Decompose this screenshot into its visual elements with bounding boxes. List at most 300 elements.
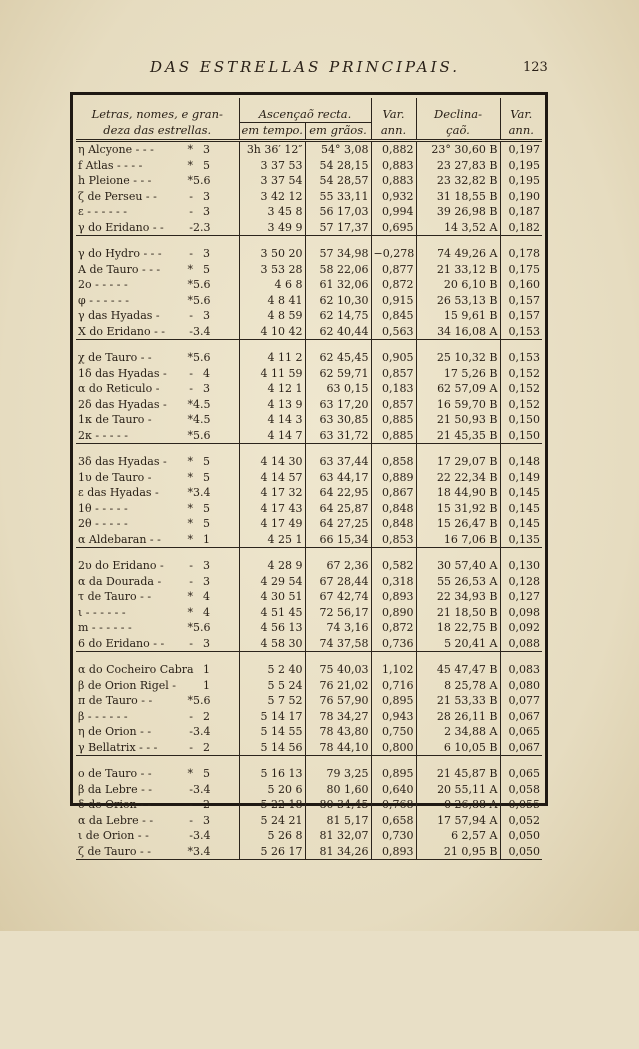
- gap-cell: [500, 756, 542, 767]
- group-gap: [76, 548, 542, 559]
- star-row: [76, 813, 542, 829]
- star-name-cell: [76, 308, 239, 324]
- star-name-cell: [76, 220, 239, 236]
- star-mark: *: [187, 767, 193, 780]
- star-magnitude: 3: [203, 247, 210, 260]
- star-name: ζ de Tauro - -: [78, 844, 151, 858]
- gap-cell: [76, 756, 239, 767]
- declination-variation: 0,088: [500, 636, 542, 652]
- ascension-time: 3 37 53: [239, 158, 305, 174]
- declination-variation: 0,195: [500, 158, 542, 174]
- annual-variation: 0,658: [371, 813, 416, 829]
- declination: 55 26,53 A: [416, 574, 500, 590]
- declination: 17 29,07 B: [416, 454, 500, 470]
- star-mark: *: [187, 532, 193, 546]
- declination: 20 55,11 A: [416, 782, 500, 798]
- declination-variation: 0,187: [500, 204, 542, 220]
- declination-variation: 0,152: [500, 366, 542, 382]
- star-name: ι - - - - - -: [78, 605, 126, 619]
- star-name-cell: [76, 324, 239, 340]
- star-name: A de Tauro - - -: [78, 262, 161, 276]
- ascension-degrees: 80 34,45: [305, 797, 371, 813]
- star-mark: -: [189, 709, 193, 723]
- ascension-time: 4 14 57: [239, 470, 305, 486]
- annual-variation: 0,885: [371, 428, 416, 444]
- star-name-cell: [76, 366, 239, 382]
- star-magnitude: 5: [203, 262, 210, 276]
- annual-variation: 0,582: [371, 558, 416, 574]
- star-magnitude: 2: [203, 740, 210, 754]
- star-name-cell: [76, 844, 239, 860]
- declination-variation: 0,067: [500, 740, 542, 756]
- header-var: Var.: [371, 98, 416, 123]
- ascension-degrees: 63 44,17: [305, 470, 371, 486]
- gap-cell: [305, 756, 371, 767]
- annual-variation: 1,102: [371, 662, 416, 678]
- header-declination: Declina-: [416, 98, 500, 123]
- declination-variation: 0,077: [500, 693, 542, 709]
- star-name-cell: [76, 381, 239, 397]
- star-name: 2υ do Eridano -: [78, 559, 164, 572]
- gap-cell: [239, 652, 305, 663]
- declination-variation: 0,080: [500, 678, 542, 694]
- star-mark: -: [189, 189, 193, 203]
- star-mark: *: [187, 428, 193, 442]
- ascension-time: 5 2 40: [239, 662, 305, 678]
- ascension-degrees: 76 21,02: [305, 678, 371, 694]
- star-mark: -: [189, 798, 193, 811]
- star-name: 6 do Eridano - -: [78, 636, 165, 650]
- declination: 34 16,08 A: [416, 324, 500, 340]
- declination: 39 26,98 B: [416, 204, 500, 220]
- ascension-degrees: 62 40,44: [305, 324, 371, 340]
- annual-variation: 0,848: [371, 516, 416, 532]
- declination-variation: 0,150: [500, 428, 542, 444]
- star-magnitude: 2: [203, 798, 210, 811]
- declination: 15 26,47 B: [416, 516, 500, 532]
- star-magnitude: 5.6: [193, 278, 211, 291]
- star-name: δ de Orion - -: [78, 798, 152, 811]
- star-name-cell: [76, 412, 239, 428]
- running-head: DAS ESTRELLAS PRINCIPAIS.: [150, 58, 460, 76]
- declination: 16 59,70 B: [416, 397, 500, 413]
- star-name: π de Tauro - -: [78, 694, 153, 707]
- star-row: [76, 574, 542, 590]
- star-mark: -: [189, 324, 193, 338]
- annual-variation: 0,318: [371, 574, 416, 590]
- ascension-degrees: 78 43,80: [305, 724, 371, 740]
- gap-cell: [305, 236, 371, 247]
- star-row: [76, 797, 542, 813]
- declination: 26 53,13 B: [416, 293, 500, 309]
- ascension-time: 4 14 30: [239, 454, 305, 470]
- ascension-degrees: 75 40,03: [305, 662, 371, 678]
- star-name-cell: [76, 558, 239, 574]
- star-mark: -: [189, 725, 193, 738]
- star-magnitude: 2: [203, 709, 210, 723]
- star-name: β da Lebre - -: [78, 782, 153, 796]
- ascension-degrees: 76 57,90: [305, 693, 371, 709]
- declination-variation: 0,092: [500, 620, 542, 636]
- star-row: [76, 293, 542, 309]
- declination: 14 3,52 A: [416, 220, 500, 236]
- star-name: γ das Hyadas -: [78, 309, 160, 322]
- star-row: [76, 141, 542, 158]
- declination-variation: 0,127: [500, 589, 542, 605]
- star-mark: *: [187, 590, 193, 603]
- declination-variation: 0,160: [500, 277, 542, 293]
- star-name-cell: [76, 532, 239, 548]
- star-name-cell: [76, 158, 239, 174]
- ascension-degrees: 78 34,27: [305, 709, 371, 725]
- gap-cell: [76, 548, 239, 559]
- declination: 0 26,88 A: [416, 797, 500, 813]
- star-mark: *: [187, 694, 193, 707]
- star-name: 2o - - - - -: [78, 278, 128, 291]
- gap-cell: [305, 444, 371, 455]
- ascension-time: 4 29 54: [239, 574, 305, 590]
- star-mark: *: [187, 293, 193, 307]
- star-mark: *: [187, 455, 193, 468]
- star-name-cell: [76, 782, 239, 798]
- star-name: ε das Hyadas -: [78, 486, 159, 499]
- star-row: [76, 766, 542, 782]
- declination-variation: 0,190: [500, 189, 542, 205]
- gap-cell: [76, 652, 239, 663]
- declination-variation: 0,145: [500, 516, 542, 532]
- declination: 25 10,32 B: [416, 350, 500, 366]
- star-name: α da Lebre - -: [78, 813, 154, 827]
- declination: 17 57,94 A: [416, 813, 500, 829]
- gap-cell: [416, 444, 500, 455]
- declination-variation: 0,153: [500, 350, 542, 366]
- star-magnitude: 5.6: [193, 428, 211, 442]
- star-row: [76, 532, 542, 548]
- ascension-degrees: 80 1,60: [305, 782, 371, 798]
- ascension-time: 4 58 30: [239, 636, 305, 652]
- ascension-time: 5 24 21: [239, 813, 305, 829]
- star-mark: *: [187, 397, 193, 411]
- star-mark: -: [189, 247, 193, 260]
- ascension-time: 4 8 41: [239, 293, 305, 309]
- star-name: 1θ - - - - -: [78, 501, 128, 515]
- star-mark: *: [187, 486, 193, 499]
- ascension-degrees: 63 31,72: [305, 428, 371, 444]
- star-mark: -: [189, 574, 193, 588]
- star-mark: *: [187, 413, 193, 426]
- declination: 31 18,55 B: [416, 189, 500, 205]
- annual-variation: 0,736: [371, 636, 416, 652]
- annual-variation: 0,889: [371, 470, 416, 486]
- star-row: [76, 709, 542, 725]
- star-mark: -: [189, 309, 193, 322]
- star-name-cell: [76, 204, 239, 220]
- declination: 8 25,78 A: [416, 678, 500, 694]
- declination: 28 26,11 B: [416, 709, 500, 725]
- ascension-degrees: 54 28,15: [305, 158, 371, 174]
- declination-variation: 0,182: [500, 220, 542, 236]
- gap-cell: [239, 548, 305, 559]
- gap-cell: [239, 444, 305, 455]
- star-row: [76, 173, 542, 189]
- star-row: [76, 366, 542, 382]
- annual-variation: 0,858: [371, 454, 416, 470]
- annual-variation: 0,890: [371, 605, 416, 621]
- declination-variation: 0,058: [500, 782, 542, 798]
- star-name-cell: [76, 485, 239, 501]
- annual-variation: 0,848: [371, 501, 416, 517]
- star-magnitude: 5.6: [193, 694, 211, 707]
- star-magnitude: 5: [203, 158, 210, 172]
- declination-variation: 0,157: [500, 293, 542, 309]
- declination: 16 7,06 B: [416, 532, 500, 548]
- star-name: m - - - - - -: [78, 621, 132, 634]
- star-name-cell: [76, 620, 239, 636]
- star-name: η de Orion - -: [78, 725, 152, 738]
- ascension-degrees: 81 32,07: [305, 828, 371, 844]
- header-names-line2: deza das estrellas.: [103, 122, 212, 137]
- annual-variation: 0,915: [371, 293, 416, 309]
- ascension-time: 5 16 13: [239, 766, 305, 782]
- annual-variation: 0,857: [371, 397, 416, 413]
- gap-cell: [305, 548, 371, 559]
- annual-variation: 0,895: [371, 766, 416, 782]
- ascension-degrees: 61 32,06: [305, 277, 371, 293]
- ascension-degrees: 67 28,44: [305, 574, 371, 590]
- ascension-degrees: 74 37,58: [305, 636, 371, 652]
- ascension-time: 4 10 42: [239, 324, 305, 340]
- star-magnitude: 3: [203, 205, 210, 218]
- ascension-time: 4 17 43: [239, 501, 305, 517]
- star-name-cell: [76, 766, 239, 782]
- declination: 30 57,40 A: [416, 558, 500, 574]
- ascension-time: 4 25 1: [239, 532, 305, 548]
- ascension-time: 4 13 9: [239, 397, 305, 413]
- gap-cell: [76, 340, 239, 351]
- star-mark: *: [187, 605, 193, 619]
- star-row: [76, 246, 542, 262]
- ascension-time: 4 17 32: [239, 485, 305, 501]
- star-magnitude: 5: [203, 455, 210, 468]
- ascension-degrees: 72 56,17: [305, 605, 371, 621]
- declination: 2 34,88 A: [416, 724, 500, 740]
- declination-variation: 0,128: [500, 574, 542, 590]
- star-magnitude: 5: [203, 517, 210, 530]
- declination-variation: 0,055: [500, 797, 542, 813]
- star-name: τ de Tauro - -: [78, 590, 152, 603]
- star-magnitude: 3: [203, 309, 210, 322]
- star-name-cell: [76, 678, 239, 694]
- ascension-time: 3 42 12: [239, 189, 305, 205]
- ascension-time: 4 11 59: [239, 366, 305, 382]
- annual-variation: 0,877: [371, 262, 416, 278]
- declination-variation: 0,098: [500, 605, 542, 621]
- gap-cell: [500, 236, 542, 247]
- ascension-degrees: 81 5,17: [305, 813, 371, 829]
- ascension-degrees: 79 3,25: [305, 766, 371, 782]
- ascension-degrees: 58 22,06: [305, 262, 371, 278]
- gap-cell: [416, 652, 500, 663]
- annual-variation: 0,867: [371, 485, 416, 501]
- annual-variation: 0,730: [371, 828, 416, 844]
- star-mark: *: [187, 143, 193, 156]
- declination-variation: 0,175: [500, 262, 542, 278]
- gap-cell: [371, 236, 416, 247]
- star-row: [76, 189, 542, 205]
- annual-variation: 0,768: [371, 797, 416, 813]
- declination: 6 10,05 B: [416, 740, 500, 756]
- star-name-cell: [76, 246, 239, 262]
- star-name: η Alcyone - - -: [78, 143, 154, 156]
- group-gap: [76, 236, 542, 247]
- gap-cell: [500, 444, 542, 455]
- star-row: [76, 204, 542, 220]
- ascension-degrees: 62 45,45: [305, 350, 371, 366]
- ascension-time: 5 5 24: [239, 678, 305, 694]
- declination-variation: 0,152: [500, 381, 542, 397]
- star-name-cell: [76, 277, 239, 293]
- ascension-degrees: 63 30,85: [305, 412, 371, 428]
- star-row: [76, 662, 542, 678]
- declination-variation: 0,178: [500, 246, 542, 262]
- gap-cell: [239, 236, 305, 247]
- gap-cell: [239, 756, 305, 767]
- gap-cell: [500, 652, 542, 663]
- ascension-time: 4 28 9: [239, 558, 305, 574]
- star-magnitude: 5.6: [193, 174, 211, 187]
- declination: 23 27,83 B: [416, 158, 500, 174]
- header-em-tempo: em tempo.: [239, 123, 305, 141]
- ascension-time: 5 14 55: [239, 724, 305, 740]
- ascension-time: 3 49 9: [239, 220, 305, 236]
- gap-cell: [416, 548, 500, 559]
- star-magnitude: 4.5: [193, 397, 211, 411]
- star-row: [76, 605, 542, 621]
- declination: 21 0,95 B: [416, 844, 500, 860]
- star-row: [76, 428, 542, 444]
- annual-variation: 0,882: [371, 141, 416, 158]
- star-row: [76, 324, 542, 340]
- star-row: [76, 381, 542, 397]
- star-row: [76, 693, 542, 709]
- ascension-time: 4 17 49: [239, 516, 305, 532]
- star-row: [76, 220, 542, 236]
- declination-variation: 0,197: [500, 141, 542, 158]
- star-magnitude: 3: [203, 813, 210, 827]
- star-mark: -: [189, 382, 193, 395]
- gap-cell: [500, 340, 542, 351]
- star-magnitude: 1: [203, 532, 210, 546]
- star-magnitude: 4.5: [193, 413, 211, 426]
- annual-variation: 0,716: [371, 678, 416, 694]
- declination-variation: 0,083: [500, 662, 542, 678]
- declination-variation: 0,135: [500, 532, 542, 548]
- star-row: [76, 350, 542, 366]
- star-name: ο de Tauro - -: [78, 767, 152, 780]
- header-names: [76, 98, 239, 123]
- star-magnitude: 4: [203, 590, 210, 603]
- ascension-time: 3 53 28: [239, 262, 305, 278]
- annual-variation: 0,883: [371, 173, 416, 189]
- star-name: γ do Eridano - -: [78, 220, 164, 234]
- ascension-degrees: 74 3,16: [305, 620, 371, 636]
- ascension-degrees: 57 34,98: [305, 246, 371, 262]
- star-name-cell: [76, 662, 239, 678]
- star-mark: -: [189, 636, 193, 650]
- declination: 62 57,09 A: [416, 381, 500, 397]
- star-row: [76, 636, 542, 652]
- star-name: β - - - - - -: [78, 709, 128, 723]
- ascension-time: 5 7 52: [239, 693, 305, 709]
- declination: 74 49,26 A: [416, 246, 500, 262]
- star-row: [76, 678, 542, 694]
- annual-variation: 0,563: [371, 324, 416, 340]
- star-name: γ Bellatrix - - -: [78, 740, 158, 754]
- annual-variation: 0,885: [371, 412, 416, 428]
- annual-variation: 0,640: [371, 782, 416, 798]
- header-declination-line2: çaõ.: [416, 123, 500, 141]
- star-magnitude: 5: [203, 767, 210, 780]
- ascension-degrees: 67 42,74: [305, 589, 371, 605]
- declination: 22 22,34 B: [416, 470, 500, 486]
- ascension-degrees: 64 25,87: [305, 501, 371, 517]
- group-gap: [76, 340, 542, 351]
- ascension-time: 4 30 51: [239, 589, 305, 605]
- gap-cell: [305, 340, 371, 351]
- ascension-time: 3 45 8: [239, 204, 305, 220]
- star-name-cell: [76, 813, 239, 829]
- annual-variation: 0,895: [371, 693, 416, 709]
- star-row: [76, 516, 542, 532]
- ascension-time: 5 22 18: [239, 797, 305, 813]
- header-row-1: [76, 98, 542, 123]
- gap-cell: [371, 756, 416, 767]
- star-name-cell: [76, 574, 239, 590]
- star-magnitude: 1: [203, 663, 210, 676]
- declination: 15 9,61 B: [416, 308, 500, 324]
- declination-variation: 0,149: [500, 470, 542, 486]
- star-name-cell: [76, 173, 239, 189]
- declination: 18 44,90 B: [416, 485, 500, 501]
- header-ascension: Ascençaõ recta.: [239, 98, 371, 123]
- annual-variation: 0,853: [371, 532, 416, 548]
- annual-variation: 0,695: [371, 220, 416, 236]
- star-row: [76, 558, 542, 574]
- gap-cell: [416, 756, 500, 767]
- annual-variation: 0,943: [371, 709, 416, 725]
- ascension-degrees: 57 17,37: [305, 220, 371, 236]
- star-row: [76, 412, 542, 428]
- star-name: α do Reticulo -: [78, 382, 160, 395]
- star-name-cell: [76, 428, 239, 444]
- star-mark: -: [189, 829, 193, 842]
- declination: 21 50,93 B: [416, 412, 500, 428]
- ascension-time: 4 14 7: [239, 428, 305, 444]
- star-magnitude: 3.4: [193, 829, 211, 842]
- star-name-cell: [76, 828, 239, 844]
- annual-variation: 0,905: [371, 350, 416, 366]
- star-row: [76, 828, 542, 844]
- star-name: 3δ das Hyadas -: [78, 455, 167, 468]
- header-var-ann: ann.: [371, 123, 416, 141]
- gap-cell: [371, 548, 416, 559]
- ascension-time: 5 14 56: [239, 740, 305, 756]
- declination: 23 32,82 B: [416, 173, 500, 189]
- declination-variation: 0,067: [500, 709, 542, 725]
- star-mark: -: [189, 205, 193, 218]
- star-row: [76, 308, 542, 324]
- annual-variation: 0,932: [371, 189, 416, 205]
